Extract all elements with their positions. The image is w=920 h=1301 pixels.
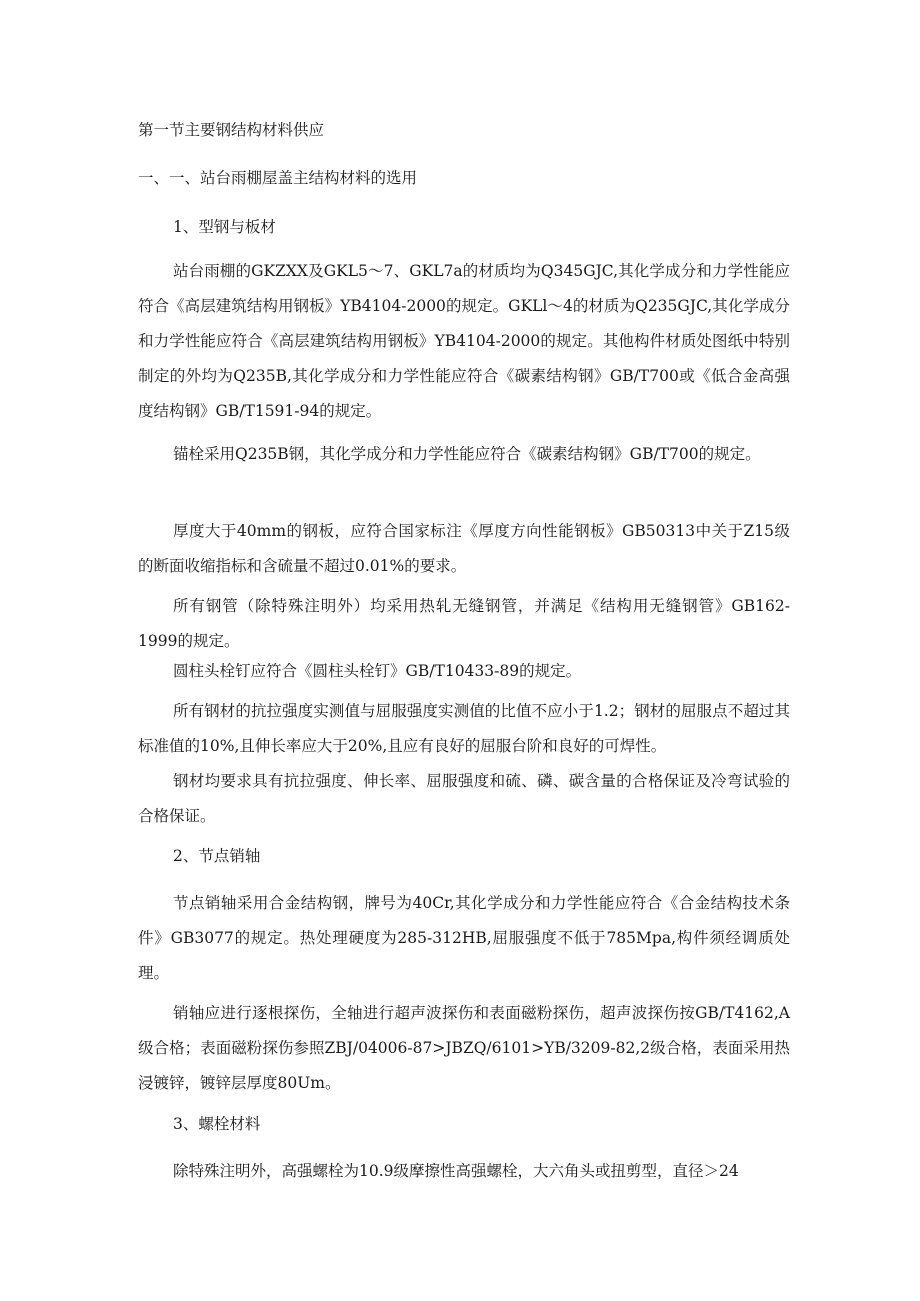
paragraph-anchor-bolt: 锚栓采用Q235B钢，其化学成分和力学性能应符合《碳素结构钢》GB/T700的规定。 <box>173 445 761 463</box>
paragraph-pin-inspection: 销轴应进行逐根探伤，全轴进行超声波探伤和表面磁粉探伤，超声波探伤按GB/T4162,A级合格；表面磁粉探伤参照ZBJ/04006-87>JBZQ/6101>YB/3209-82,2级合格，表面采用热浸镀锌，镀锌层厚度80Um。 <box>138 1004 790 1092</box>
subsection-title: 一、一、站台雨棚屋盖主结构材料的选用 <box>138 169 418 187</box>
paragraph-steel-material: 站台雨棚的GKZXX及GKL5～7、GKL7a的材质均为Q345GJC,其化学成分和力学性能应符合《高层建筑结构用钢板》YB4104-2000的规定。GKLl～4的材质为Q235GJC,其化学成分和力学性能应符合《高层建筑结构用钢板》YB4104-2000的规定。其他构件材质处图纸中特别制定的外均为Q235B,其化学成分和力学性能应符合《碳素结构钢》GB/T700或《低合金高强度结构钢》GB/T1591-94的规定。 <box>138 262 790 420</box>
paragraph-thick-plate: 厚度大于40mm的钢板，应符合国家标注《厚度方向性能钢板》GB50313中关于Z15级的断面收缩指标和含硫量不超过0.01%的要求。 <box>138 522 790 575</box>
section-title: 第一节主要钢结构材料供应 <box>138 121 325 139</box>
paragraph-qualification: 钢材均要求具有抗拉强度、伸长率、屈服强度和硫、磷、碳含量的合格保证及冷弯试验的合格保证。 <box>138 772 790 825</box>
paragraph-steel-pipe: 所有钢管（除特殊注明外）均采用热轧无缝钢管，并满足《结构用无缝钢管》GB162-1999的规定。 <box>138 597 790 650</box>
item-heading-steel-plate: 1、型钢与板材 <box>173 218 276 236</box>
item-heading-bolt: 3、螺栓材料 <box>173 1115 261 1133</box>
paragraph-bolt: 除特殊注明外，高强螺栓为10.9级摩擦性高强螺栓，大六角头或扭剪型，直径＞24 <box>173 1162 739 1180</box>
item-heading-pin-shaft: 2、节点销轴 <box>173 847 261 865</box>
paragraph-strength-ratio: 所有钢材的抗拉强度实测值与屈服强度实测值的比值不应小于1.2；钢材的屈服点不超过其标准值的10%,且伸长率应大于20%,且应有良好的屈服台阶和良好的可焊性。 <box>138 702 790 755</box>
paragraph-pin-material: 节点销轴采用合金结构钢，牌号为40Cr,其化学成分和力学性能应符合《合金结构技术条件》GB3077的规定。热处理硬度为285-312HB,屈服强度不低于785Mpa,构件须经调质处理。 <box>138 894 790 982</box>
paragraph-stud: 圆柱头栓钉应符合《圆柱头栓钉》GB/T10433-89的规定。 <box>173 662 582 680</box>
